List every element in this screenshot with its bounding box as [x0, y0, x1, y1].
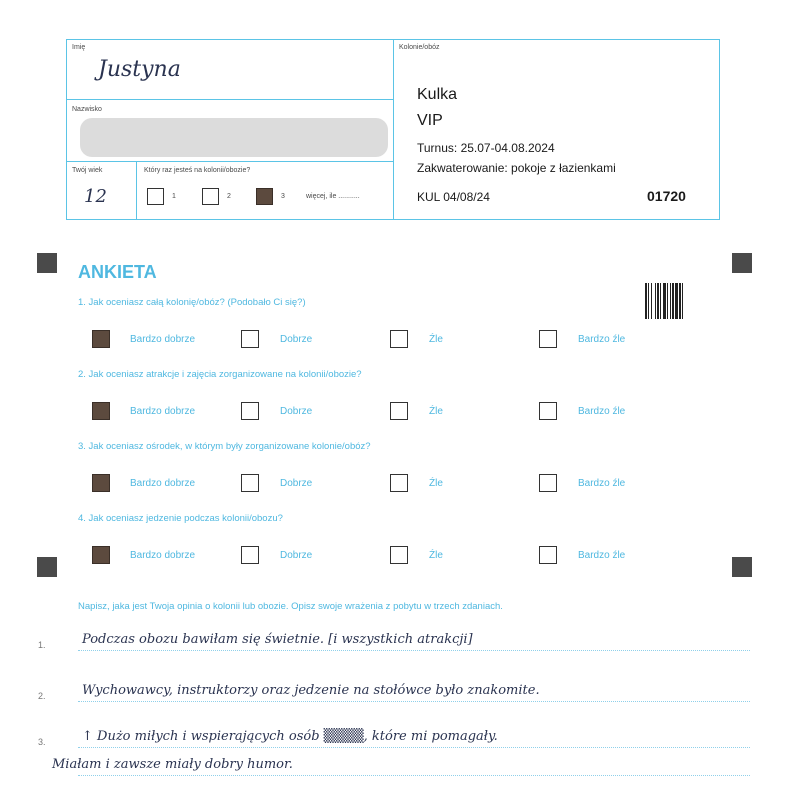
times-option-1-checkbox[interactable]: [147, 188, 164, 205]
barcode-bar: [675, 283, 678, 319]
camp-type: VIP: [417, 112, 443, 129]
opinion-line-3-text: ↑ Dużo miłych i wspierających osób ▒▒▒▒, które mi pomagały.: [82, 729, 498, 744]
opinion-line-4-rule: [78, 775, 750, 776]
barcode-bar: [670, 283, 671, 319]
question-3-option-2-label: Dobrze: [280, 478, 313, 489]
question-2-option-4-label: Bardzo źle: [578, 406, 626, 417]
barcode: [645, 283, 698, 319]
registration-marker-bottom-left: [37, 557, 57, 577]
age-label: Twój wiek: [72, 167, 103, 174]
question-4-option-1-label: Bardzo dobrze: [130, 550, 196, 561]
surname-row-divider: [66, 161, 394, 162]
barcode-bar: [657, 283, 659, 319]
times-more-label: więcej, ile ...........: [306, 193, 360, 200]
surname-label: Nazwisko: [72, 106, 102, 113]
opinion-line-4-text: Miałam i zawsze miały dobry humor.: [52, 757, 293, 772]
barcode-bar: [679, 283, 681, 319]
question-2-option-3-label: Źle: [429, 406, 443, 417]
registration-marker-top-right: [732, 253, 752, 273]
question-2-option-2-checkbox[interactable]: [241, 402, 259, 420]
registration-marker-bottom-right: [732, 557, 752, 577]
question-2-option-4-checkbox[interactable]: [539, 402, 557, 420]
age-divider: [136, 161, 137, 219]
times-option-2-label: 2: [227, 193, 231, 200]
opinion-prompt: Napisz, jaka jest Twoja opinia o kolonii lub obozie. Opisz swoje wrażenia z pobytu w trzech zdaniach.: [78, 601, 503, 612]
barcode-bar: [663, 283, 666, 319]
barcode-bar: [648, 283, 649, 319]
question-3-option-1-label: Bardzo dobrze: [130, 478, 196, 489]
times-option-3-checkbox[interactable]: [256, 188, 273, 205]
question-4-option-4-label: Bardzo źle: [578, 550, 626, 561]
question-4-option-2-label: Dobrze: [280, 550, 313, 561]
name-label: Imię: [72, 44, 86, 51]
opinion-line-2-number: 2.: [38, 691, 46, 701]
survey-title: ANKIETA: [78, 262, 157, 282]
age-value: 12: [84, 186, 107, 207]
question-3-option-1-checkbox[interactable]: [92, 474, 110, 492]
question-1-option-3-label: Źle: [429, 334, 443, 345]
name-row-divider: [66, 99, 394, 100]
question-4-option-3-checkbox[interactable]: [390, 546, 408, 564]
question-2-option-2-label: Dobrze: [280, 406, 313, 417]
question-4-option-3-label: Źle: [429, 550, 443, 561]
name-value: Justyna: [98, 57, 181, 82]
opinion-line-2-rule: [78, 701, 750, 702]
camp-name: Kulka: [417, 86, 458, 103]
question-2-option-1-checkbox[interactable]: [92, 402, 110, 420]
opinion-line-3-number: 3.: [38, 737, 46, 747]
question-2-option-1-label: Bardzo dobrze: [130, 406, 196, 417]
barcode-bar: [682, 283, 683, 319]
times-option-1-label: 1: [172, 193, 176, 200]
question-1-option-1-label: Bardzo dobrze: [130, 334, 196, 345]
barcode-bar: [660, 283, 661, 319]
accommodation: Zakwaterowanie: pokoje z łazienkami: [417, 161, 616, 175]
question-3-option-4-checkbox[interactable]: [539, 474, 557, 492]
opinion-line-2-text: Wychowawcy, instruktorzy oraz jedzenie na stołówce było znakomite.: [82, 683, 540, 698]
question-3-option-4-label: Bardzo źle: [578, 478, 626, 489]
question-1-option-1-checkbox[interactable]: [92, 330, 110, 348]
question-1-option-3-checkbox[interactable]: [390, 330, 408, 348]
question-1-option-2-checkbox[interactable]: [241, 330, 259, 348]
question-1-option-4-label: Bardzo źle: [578, 334, 626, 345]
barcode-bar: [672, 283, 674, 319]
question-3-option-2-checkbox[interactable]: [241, 474, 259, 492]
opinion-line-1-number: 1.: [38, 640, 46, 650]
question-1-option-2-label: Dobrze: [280, 334, 313, 345]
times-option-3-label: 3: [281, 193, 285, 200]
question-4-option-1-checkbox[interactable]: [92, 546, 110, 564]
question-4-option-4-checkbox[interactable]: [539, 546, 557, 564]
question-2-text: 2. Jak oceniasz atrakcje i zajęcia zorganizowane na kolonii/obozie?: [78, 369, 362, 380]
camp-label: Kolonie/obóz: [399, 44, 440, 51]
surname-redacted: [80, 118, 388, 157]
header-divider: [393, 39, 394, 219]
question-3-option-3-checkbox[interactable]: [390, 474, 408, 492]
question-2-option-3-checkbox[interactable]: [390, 402, 408, 420]
turnus: Turnus: 25.07-04.08.2024: [417, 141, 555, 155]
barcode-bar: [651, 283, 652, 319]
registration-marker-top-left: [37, 253, 57, 273]
barcode-bar: [667, 283, 668, 319]
opinion-line-1-rule: [78, 650, 750, 651]
question-3-option-3-label: Źle: [429, 478, 443, 489]
opinion-line-1-text: Podczas obozu bawiłam się świetnie. [i wszystkich atrakcji]: [82, 632, 473, 647]
barcode-bar: [645, 283, 647, 319]
times-option-2-checkbox[interactable]: [202, 188, 219, 205]
opinion-line-3-rule: [78, 747, 750, 748]
question-4-text: 4. Jak oceniasz jedzenie podczas kolonii/obozu?: [78, 513, 283, 524]
times-label: Który raz jesteś na kolonii/obozie?: [144, 167, 251, 174]
form-number: 01720: [647, 188, 686, 204]
question-3-text: 3. Jak oceniasz ośrodek, w którym były zorganizowane kolonie/obóz?: [78, 441, 371, 452]
question-1-option-4-checkbox[interactable]: [539, 330, 557, 348]
question-1-text: 1. Jak oceniasz całą kolonię/obóz? (Podobało Ci się?): [78, 297, 306, 308]
question-4-option-2-checkbox[interactable]: [241, 546, 259, 564]
barcode-bar: [655, 283, 656, 319]
camp-code: KUL 04/08/24: [417, 190, 490, 204]
